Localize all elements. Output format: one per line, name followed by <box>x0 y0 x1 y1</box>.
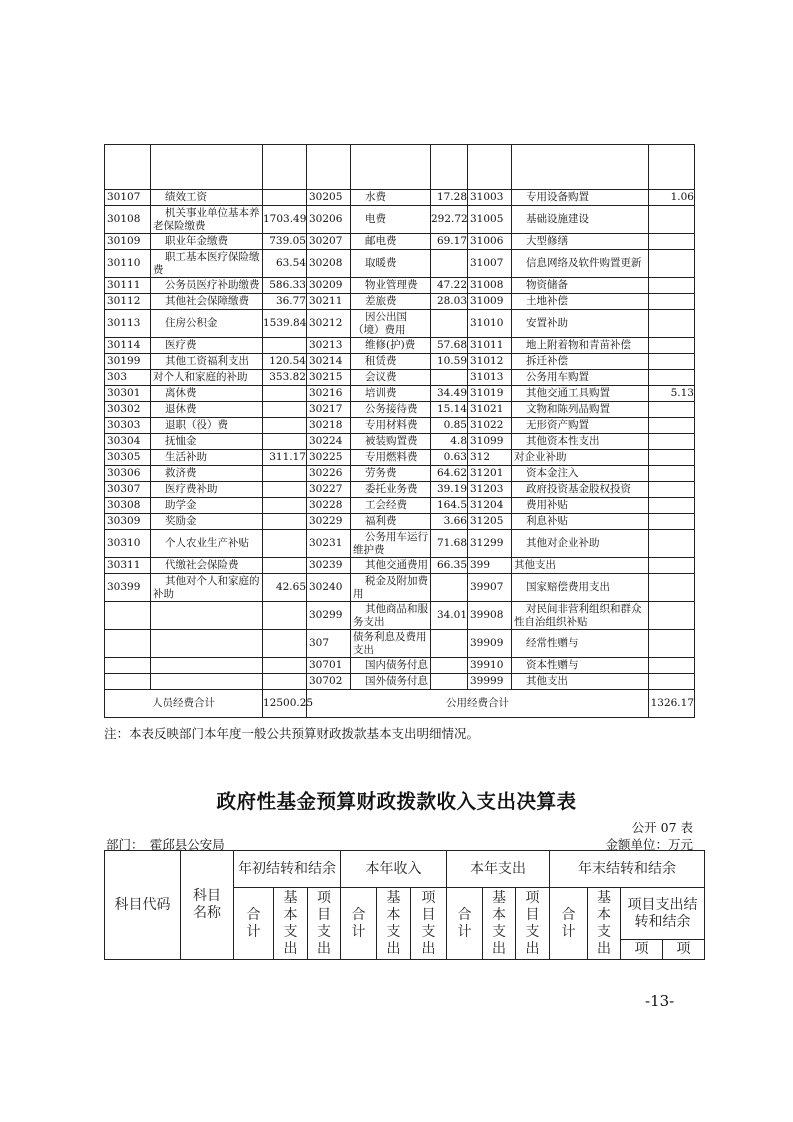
name-cell: 信息网络及软件购置更新 <box>512 250 649 278</box>
code-cell: 30207 <box>307 234 351 250</box>
amount-cell <box>263 466 307 482</box>
amount-cell <box>649 402 695 418</box>
amount-cell <box>431 630 468 658</box>
code-cell: 30309 <box>105 514 151 530</box>
name-cell: 离休费 <box>151 386 263 402</box>
name-cell <box>151 674 263 690</box>
name-cell: 专用材料费 <box>351 418 431 434</box>
code-cell: 30217 <box>307 402 351 418</box>
amount-cell <box>263 558 307 574</box>
amount-cell: 34.01 <box>431 602 468 630</box>
amount-cell: 63.54 <box>263 250 307 278</box>
name-cell: 因公出国（境）费用 <box>351 310 431 338</box>
name-cell: 租赁费 <box>351 354 431 370</box>
code-cell: 39910 <box>468 658 512 674</box>
amount-cell <box>649 294 695 310</box>
public-total-label: 公用经费合计 <box>307 690 649 718</box>
code-cell: 31021 <box>468 402 512 418</box>
table-row <box>105 530 695 558</box>
table-row <box>105 338 695 354</box>
name-cell: 其他对企业补助 <box>512 530 649 558</box>
amount-cell: 69.17 <box>431 234 468 250</box>
amount-cell <box>263 658 307 674</box>
code-cell: 30109 <box>105 234 151 250</box>
table-row <box>105 294 695 310</box>
code-cell: 31009 <box>468 294 512 310</box>
code-cell: 30305 <box>105 450 151 466</box>
table-row <box>105 658 695 674</box>
amount-cell <box>431 370 468 386</box>
totals-row <box>105 690 695 718</box>
name-cell: 医疗费 <box>151 338 263 354</box>
name-cell: 维修(护)费 <box>351 338 431 354</box>
code-cell: 30208 <box>307 250 351 278</box>
code-cell: 30111 <box>105 278 151 294</box>
amount-cell <box>649 498 695 514</box>
name-cell: 个人农业生产补贴 <box>151 530 263 558</box>
amount-cell: 164.5 <box>431 498 468 514</box>
code-cell: 31010 <box>468 310 512 338</box>
code-cell: 31003 <box>468 190 512 206</box>
table-number: 公开 07 表 <box>631 820 693 835</box>
name-cell: 对个人和家庭的补助 <box>151 370 263 386</box>
name-cell: 绩效工资 <box>151 190 263 206</box>
amount-cell <box>649 530 695 558</box>
name-cell <box>151 658 263 674</box>
amount-cell <box>649 278 695 294</box>
amount-cell: 3.66 <box>431 514 468 530</box>
name-cell: 经常性赠与 <box>512 630 649 658</box>
code-cell: 30303 <box>105 418 151 434</box>
name-cell: 邮电费 <box>351 234 431 250</box>
amount-cell <box>431 574 468 602</box>
amount-cell: 64.62 <box>431 466 468 482</box>
name-cell <box>151 602 263 630</box>
amount-cell <box>431 310 468 338</box>
code-cell: 30214 <box>307 354 351 370</box>
name-cell: 债务利息及费用支出 <box>351 630 431 658</box>
name-cell: 其他商品和服务支出 <box>351 602 431 630</box>
amount-cell: 15.14 <box>431 402 468 418</box>
amount-cell <box>263 482 307 498</box>
name-cell: 专用燃料费 <box>351 450 431 466</box>
name-cell: 土地补偿 <box>512 294 649 310</box>
amount-cell <box>649 674 695 690</box>
code-cell: 30226 <box>307 466 351 482</box>
code-cell <box>105 630 151 658</box>
amount-cell <box>649 482 695 498</box>
name-cell: 培训费 <box>351 386 431 402</box>
name-cell: 奖励金 <box>151 514 263 530</box>
name-cell: 差旅费 <box>351 294 431 310</box>
page-title: 政府性基金预算财政拨款收入支出决算表 <box>216 790 577 813</box>
name-cell: 文物和陈列品购置 <box>512 402 649 418</box>
code-cell: 30307 <box>105 482 151 498</box>
amount-cell: 66.35 <box>431 558 468 574</box>
name-cell: 国家赔偿费用支出 <box>512 574 649 602</box>
code-cell: 307 <box>307 630 351 658</box>
amount-cell: 353.82 <box>263 370 307 386</box>
header-project-carry: 项目支出结转和结余 <box>621 888 705 940</box>
code-cell: 30212 <box>307 310 351 338</box>
code-cell: 30302 <box>105 402 151 418</box>
table-row <box>105 498 695 514</box>
table-row <box>105 450 695 466</box>
code-cell: 30702 <box>307 674 351 690</box>
code-cell: 30227 <box>307 482 351 498</box>
name-cell: 基础设施建设 <box>512 206 649 234</box>
amount-cell <box>263 386 307 402</box>
code-cell: 30206 <box>307 206 351 234</box>
code-cell: 30205 <box>307 190 351 206</box>
amount-cell <box>263 418 307 434</box>
amount-cell: 34.49 <box>431 386 468 402</box>
code-cell: 31204 <box>468 498 512 514</box>
code-cell: 30199 <box>105 354 151 370</box>
amount-cell <box>263 402 307 418</box>
name-cell: 生活补助 <box>151 450 263 466</box>
amount-cell <box>649 630 695 658</box>
name-cell: 拆迁补偿 <box>512 354 649 370</box>
name-cell: 国内债务付息 <box>351 658 431 674</box>
amount-cell: 42.65 <box>263 574 307 602</box>
amount-cell <box>263 602 307 630</box>
name-cell: 大型修缮 <box>512 234 649 250</box>
header-ending-balance: 年末结转和结余 <box>550 851 705 888</box>
code-cell: 31201 <box>468 466 512 482</box>
amount-cell <box>649 602 695 630</box>
code-cell: 30114 <box>105 338 151 354</box>
name-cell: 委托业务费 <box>351 482 431 498</box>
name-cell: 福利费 <box>351 514 431 530</box>
table-row <box>105 370 695 386</box>
code-cell: 30310 <box>105 530 151 558</box>
table-row <box>105 466 695 482</box>
amount-cell: 0.63 <box>431 450 468 466</box>
name-cell: 物资储备 <box>512 278 649 294</box>
table-row <box>105 250 695 278</box>
code-cell: 30308 <box>105 498 151 514</box>
amount-cell: 39.19 <box>431 482 468 498</box>
name-cell: 其他支出 <box>512 674 649 690</box>
name-cell: 税金及附加费用 <box>351 574 431 602</box>
code-cell: 31008 <box>468 278 512 294</box>
code-cell: 30224 <box>307 434 351 450</box>
amount-cell <box>649 370 695 386</box>
table-row <box>105 674 695 690</box>
basic-expenditure-detail-table <box>104 144 695 718</box>
name-cell <box>151 630 263 658</box>
code-cell: 31203 <box>468 482 512 498</box>
name-cell: 水费 <box>351 190 431 206</box>
name-cell: 代缴社会保险费 <box>151 558 263 574</box>
amount-cell <box>649 250 695 278</box>
amount-cell: 28.03 <box>431 294 468 310</box>
code-cell <box>105 602 151 630</box>
code-cell: 30399 <box>105 574 151 602</box>
code-cell: 31013 <box>468 370 512 386</box>
name-cell: 资本金注入 <box>512 466 649 482</box>
name-cell: 对企业补助 <box>512 450 649 466</box>
table-row <box>105 574 695 602</box>
name-cell: 医疗费补助 <box>151 482 263 498</box>
name-cell: 其他支出 <box>512 558 649 574</box>
table-row <box>105 418 695 434</box>
name-cell: 利息补贴 <box>512 514 649 530</box>
code-cell: 31006 <box>468 234 512 250</box>
name-cell: 职业年金缴费 <box>151 234 263 250</box>
name-cell: 专用设备购置 <box>512 190 649 206</box>
header-name: 科目名称 <box>181 851 234 960</box>
name-cell: 会议费 <box>351 370 431 386</box>
name-cell: 公务用车购置 <box>512 370 649 386</box>
table-row <box>105 482 695 498</box>
code-cell: 30216 <box>307 386 351 402</box>
amount-cell <box>649 450 695 466</box>
name-cell: 劳务费 <box>351 466 431 482</box>
amount-cell: 1539.84 <box>263 310 307 338</box>
amount-cell <box>649 338 695 354</box>
name-cell: 无形资产购置 <box>512 418 649 434</box>
amount-cell <box>649 310 695 338</box>
name-cell: 费用补贴 <box>512 498 649 514</box>
name-cell: 其他交通工具购置 <box>512 386 649 402</box>
name-cell: 职工基本医疗保险缴费 <box>151 250 263 278</box>
table-row <box>105 206 695 234</box>
code-cell: 399 <box>468 558 512 574</box>
name-cell: 其他社会保障缴费 <box>151 294 263 310</box>
amount-cell: 57.68 <box>431 338 468 354</box>
name-cell: 安置补助 <box>512 310 649 338</box>
amount-cell <box>263 498 307 514</box>
table-row <box>105 514 695 530</box>
name-cell: 公务接待费 <box>351 402 431 418</box>
name-cell: 住房公积金 <box>151 310 263 338</box>
amount-cell: 586.33 <box>263 278 307 294</box>
code-cell: 30239 <box>307 558 351 574</box>
amount-cell: 739.05 <box>263 234 307 250</box>
table-row <box>105 602 695 630</box>
code-cell: 30107 <box>105 190 151 206</box>
table-note: 注：本表反映部门本年度一般公共预算财政拨款基本支出明细情况。 <box>104 726 480 741</box>
name-cell: 退职（役）费 <box>151 418 263 434</box>
code-cell: 30218 <box>307 418 351 434</box>
code-cell: 39907 <box>468 574 512 602</box>
personnel-total-value: 12500.25 <box>263 690 307 718</box>
table-row <box>105 386 695 402</box>
code-cell: 31299 <box>468 530 512 558</box>
amount-cell <box>431 250 468 278</box>
code-cell: 30301 <box>105 386 151 402</box>
amount-cell: 36.77 <box>263 294 307 310</box>
code-cell <box>105 674 151 690</box>
name-cell: 国外债务付息 <box>351 674 431 690</box>
amount-cell: 1.06 <box>649 190 695 206</box>
amount-cell <box>263 190 307 206</box>
code-cell: 30240 <box>307 574 351 602</box>
code-cell: 31007 <box>468 250 512 278</box>
code-cell: 30113 <box>105 310 151 338</box>
table-row <box>105 630 695 658</box>
name-cell: 政府投资基金股权投资 <box>512 482 649 498</box>
code-cell: 30228 <box>307 498 351 514</box>
code-cell: 30110 <box>105 250 151 278</box>
amount-cell <box>649 434 695 450</box>
code-cell: 30306 <box>105 466 151 482</box>
code-cell: 31205 <box>468 514 512 530</box>
code-cell: 31011 <box>468 338 512 354</box>
table-row <box>105 402 695 418</box>
code-cell: 30211 <box>307 294 351 310</box>
name-cell: 助学金 <box>151 498 263 514</box>
amount-cell <box>431 658 468 674</box>
name-cell: 电费 <box>351 206 431 234</box>
name-cell: 对民间非营利组织和群众性自治组织补贴 <box>512 602 649 630</box>
table-row <box>105 310 695 338</box>
code-cell <box>105 658 151 674</box>
amount-cell <box>649 354 695 370</box>
code-cell: 39909 <box>468 630 512 658</box>
name-cell: 资本性赠与 <box>512 658 649 674</box>
amount-cell: 292.72 <box>431 206 468 234</box>
header-row-3: 项 项 <box>105 940 705 960</box>
code-cell: 30108 <box>105 206 151 234</box>
table-row <box>105 278 695 294</box>
name-cell: 公务用车运行维护费 <box>351 530 431 558</box>
amount-cell <box>263 530 307 558</box>
amount-cell: 1703.49 <box>263 206 307 234</box>
code-cell: 30112 <box>105 294 151 310</box>
name-cell: 退休费 <box>151 402 263 418</box>
table-row <box>105 434 695 450</box>
name-cell: 物业管理费 <box>351 278 431 294</box>
amount-cell <box>649 466 695 482</box>
table-row <box>105 190 695 206</box>
header-code: 科目代码 <box>105 851 181 960</box>
code-cell: 31019 <box>468 386 512 402</box>
name-cell: 地上附着物和青苗补偿 <box>512 338 649 354</box>
department-label: 部门： 霍邱县公安局 <box>106 837 225 852</box>
code-cell: 31012 <box>468 354 512 370</box>
header-row-2: 合计 基本支出 项目支出 合计 基本支出 项目支出 合计 基本支出 项目支出 合计 基本支出 项目支出结转和结余 <box>105 888 705 940</box>
amount-cell <box>263 338 307 354</box>
amount-cell: 4.8 <box>431 434 468 450</box>
code-cell: 30209 <box>307 278 351 294</box>
table-row-blank-top <box>105 145 695 190</box>
name-cell: 被装购置费 <box>351 434 431 450</box>
amount-cell <box>649 234 695 250</box>
name-cell: 其他对个人和家庭的补助 <box>151 574 263 602</box>
code-cell: 31005 <box>468 206 512 234</box>
code-cell: 30231 <box>307 530 351 558</box>
name-cell: 其他工资福利支出 <box>151 354 263 370</box>
name-cell: 公务员医疗补助缴费 <box>151 278 263 294</box>
code-cell: 39908 <box>468 602 512 630</box>
amount-cell <box>263 630 307 658</box>
header-beginning-balance: 年初结转和结余 <box>234 851 341 888</box>
public-total-value: 1326.17 <box>649 690 695 718</box>
name-cell: 其他资本性支出 <box>512 434 649 450</box>
code-cell: 303 <box>105 370 151 386</box>
name-cell: 取暖费 <box>351 250 431 278</box>
amount-cell: 17.28 <box>431 190 468 206</box>
table-row <box>105 558 695 574</box>
gov-fund-budget-table <box>104 850 705 960</box>
amount-cell <box>263 434 307 450</box>
code-cell: 30311 <box>105 558 151 574</box>
name-cell: 救济费 <box>151 466 263 482</box>
amount-cell <box>431 674 468 690</box>
code-cell: 30215 <box>307 370 351 386</box>
table-row <box>105 234 695 250</box>
code-cell: 30701 <box>307 658 351 674</box>
amount-cell <box>649 658 695 674</box>
name-cell: 机关事业单位基本养老保险缴费 <box>151 206 263 234</box>
name-cell: 工会经费 <box>351 498 431 514</box>
code-cell: 31022 <box>468 418 512 434</box>
amount-cell: 71.68 <box>431 530 468 558</box>
name-cell: 抚恤金 <box>151 434 263 450</box>
code-cell: 31099 <box>468 434 512 450</box>
amount-cell: 47.22 <box>431 278 468 294</box>
amount-cell <box>649 418 695 434</box>
amount-cell: 10.59 <box>431 354 468 370</box>
table-row <box>105 354 695 370</box>
unit-label: 金额单位：万元 <box>605 837 693 852</box>
amount-cell <box>263 514 307 530</box>
amount-cell <box>649 514 695 530</box>
personnel-total-label: 人员经费合计 <box>105 690 263 718</box>
amount-cell: 120.54 <box>263 354 307 370</box>
code-cell: 30229 <box>307 514 351 530</box>
code-cell: 312 <box>468 450 512 466</box>
header-expenditure: 本年支出 <box>447 851 550 888</box>
code-cell: 30304 <box>105 434 151 450</box>
code-cell: 30213 <box>307 338 351 354</box>
code-cell: 39999 <box>468 674 512 690</box>
amount-cell <box>263 674 307 690</box>
amount-cell: 0.85 <box>431 418 468 434</box>
page-number: -13- <box>645 992 675 1010</box>
amount-cell <box>649 558 695 574</box>
amount-cell <box>649 206 695 234</box>
amount-cell: 311.17 <box>263 450 307 466</box>
amount-cell: 5.13 <box>649 386 695 402</box>
name-cell: 其他交通费用 <box>351 558 431 574</box>
header-row-1 <box>105 851 705 888</box>
code-cell: 30299 <box>307 602 351 630</box>
amount-cell <box>649 574 695 602</box>
header-income: 本年收入 <box>341 851 447 888</box>
code-cell: 30225 <box>307 450 351 466</box>
